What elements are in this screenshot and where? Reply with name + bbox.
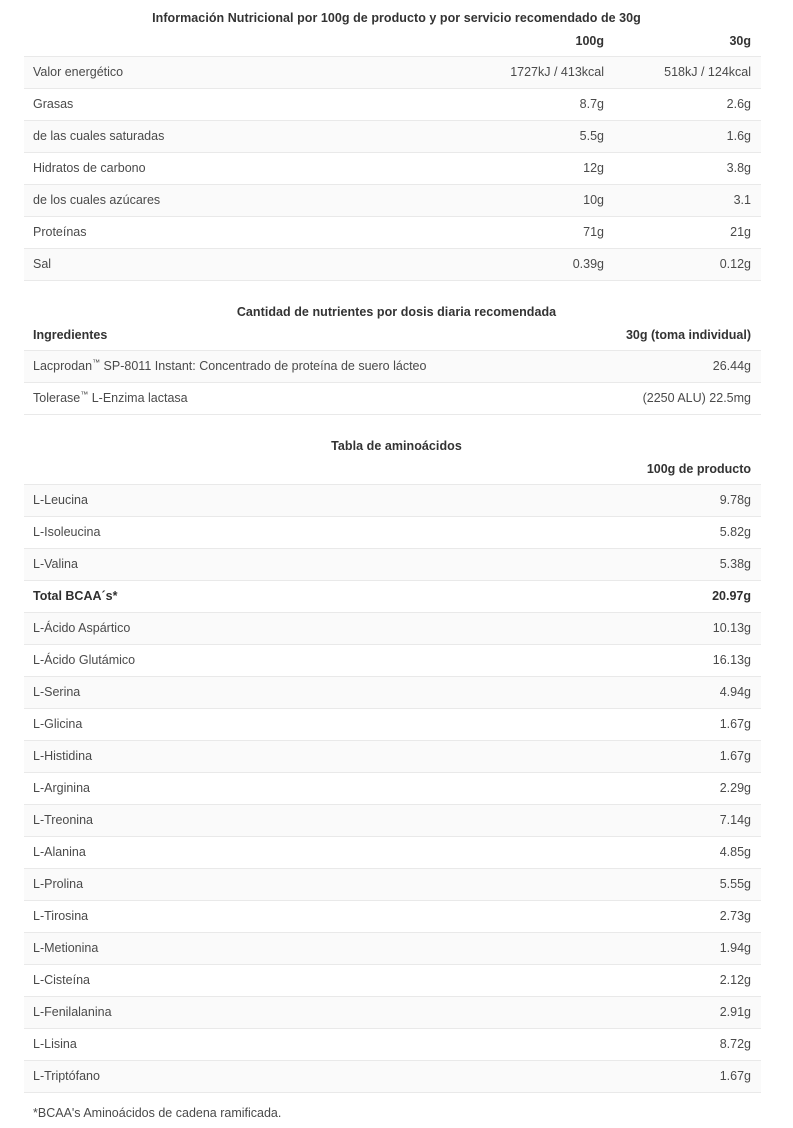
aminoacid-row-label: L-Fenilalanina — [33, 1005, 112, 1019]
ingredients-header-row — [24, 319, 761, 351]
ingredients-table-body — [24, 351, 761, 415]
aminoacid-row — [24, 485, 761, 517]
aminoacid-row-value: 5.82g — [719, 525, 751, 539]
nutrition-row — [24, 89, 761, 121]
nutrition-row — [24, 185, 761, 217]
aminoacid-row — [24, 805, 761, 837]
aminoacid-row — [24, 869, 761, 901]
aminoacid-row-label: L-Metionina — [33, 941, 99, 955]
aminoacid-row-value: 7.14g — [719, 813, 751, 827]
ingredient-row-label: Lacprodan™ SP-8011 Instant: Concentrado de proteína de suero lácteo — [33, 357, 427, 373]
nutrition-table — [24, 25, 761, 281]
aminoacid-row-value: 16.13g — [712, 653, 751, 667]
nutrition-header-blank — [24, 25, 454, 57]
aminoacid-row — [24, 645, 761, 677]
nutrition-row-value-30g: 518kJ / 124kcal — [664, 65, 751, 79]
nutrition-row-label: de los cuales azúcares — [33, 193, 161, 207]
nutrition-row-label: Grasas — [33, 97, 74, 111]
aminoacid-row-value: 4.94g — [719, 685, 751, 699]
aminoacids-header-value: 100g de producto — [646, 461, 751, 476]
aminoacid-row — [24, 517, 761, 549]
aminoacid-row-value: 2.12g — [719, 973, 751, 987]
aminoacids-table-head — [24, 453, 761, 485]
nutrition-row-value-30g: 21g — [730, 225, 751, 239]
aminoacid-row-label: Total BCAA´s* — [33, 589, 118, 603]
nutrition-row — [24, 121, 761, 153]
nutrition-row — [24, 217, 761, 249]
aminoacids-header-label — [24, 453, 544, 485]
aminoacid-row-label: L-Treonina — [33, 813, 93, 827]
aminoacid-row-label: L-Prolina — [33, 877, 84, 891]
bcaa-footnote: *BCAA's Aminoácidos de cadena ramificada. — [33, 1106, 282, 1120]
aminoacid-row-value: 2.91g — [719, 1005, 751, 1019]
nutrition-row-value-100g: 1727kJ / 413kcal — [510, 65, 604, 79]
ingredient-row-label: Tolerase™ L-Enzima lactasa — [33, 389, 188, 405]
ingredient-row-value: (2250 ALU) 22.5mg — [642, 391, 751, 405]
nutrition-row-label: Valor energético — [33, 65, 124, 79]
nutrition-row-value-100g: 10g — [583, 193, 604, 207]
trademark-icon: ™ — [92, 357, 101, 367]
aminoacid-row-label: L-Ácido Aspártico — [33, 621, 131, 635]
nutrition-row-value-30g: 3.8g — [726, 161, 751, 175]
aminoacid-row-label: L-Serina — [33, 685, 81, 699]
nutrition-section-title: Información Nutricional por 100g de producto y por servicio recomendado de 30g — [152, 11, 641, 25]
aminoacid-row — [24, 837, 761, 869]
aminoacids-section-title: Tabla de aminoácidos — [331, 439, 462, 453]
ingredients-header-label: Ingredientes — [33, 327, 108, 342]
aminoacid-row-value: 9.78g — [719, 493, 751, 507]
aminoacid-row-label: L-Glicina — [33, 717, 83, 731]
aminoacid-row-value: 8.72g — [719, 1037, 751, 1051]
aminoacid-row — [24, 773, 761, 805]
aminoacid-row-value: 2.29g — [719, 781, 751, 795]
aminoacid-row — [24, 677, 761, 709]
aminoacid-row-value: 1.94g — [719, 941, 751, 955]
ingredient-row-value: 26.44g — [712, 359, 751, 373]
nutrition-row-label: Hidratos de carbono — [33, 161, 146, 175]
aminoacid-row-value: 10.13g — [712, 621, 751, 635]
nutrition-table-head — [24, 25, 761, 57]
aminoacid-row-value: 5.38g — [719, 557, 751, 571]
aminoacids-table-body — [24, 485, 761, 1093]
nutrition-row — [24, 153, 761, 185]
nutrition-header-30g: 30g — [729, 33, 751, 48]
nutrition-row-value-30g: 3.1 — [733, 193, 751, 207]
aminoacids-header-row — [24, 453, 761, 485]
aminoacid-row-label: L-Alanina — [33, 845, 86, 859]
ingredient-row — [24, 383, 761, 415]
aminoacid-row-label: L-Lisina — [33, 1037, 77, 1051]
aminoacid-row-value: 5.55g — [719, 877, 751, 891]
nutrition-header-100g: 100g — [575, 33, 604, 48]
aminoacid-row-label: L-Arginina — [33, 781, 90, 795]
nutrition-row-value-30g: 2.6g — [726, 97, 751, 111]
ingredients-table — [24, 319, 761, 415]
aminoacid-row-value: 4.85g — [719, 845, 751, 859]
aminoacid-row-value: 1.67g — [719, 749, 751, 763]
aminoacid-row-label: L-Valina — [33, 557, 78, 571]
nutrition-row-value-30g: 0.12g — [719, 257, 751, 271]
aminoacid-row-value: 1.67g — [719, 717, 751, 731]
aminoacid-row — [24, 613, 761, 645]
aminoacid-row — [24, 965, 761, 997]
aminoacid-row — [24, 1061, 761, 1093]
aminoacid-row-value: 20.97g — [712, 589, 751, 603]
aminoacid-row-label: L-Triptófano — [33, 1069, 100, 1083]
nutrition-header-row — [24, 25, 761, 57]
nutrition-row-value-100g: 71g — [583, 225, 604, 239]
ingredient-row — [24, 351, 761, 383]
nutrition-table-body — [24, 57, 761, 281]
nutrition-row-value-100g: 5.5g — [579, 129, 604, 143]
nutrition-row — [24, 249, 761, 281]
aminoacid-row — [24, 581, 761, 613]
aminoacid-row-label: L-Histidina — [33, 749, 93, 763]
aminoacid-row-value: 1.67g — [719, 1069, 751, 1083]
nutrition-row — [24, 57, 761, 89]
ingredients-header-value: 30g (toma individual) — [625, 327, 751, 342]
nutrition-row-value-30g: 1.6g — [726, 129, 751, 143]
ingredients-section-title: Cantidad de nutrientes por dosis diaria recomendada — [236, 305, 557, 319]
aminoacid-row — [24, 549, 761, 581]
nutrition-row-label: Sal — [33, 257, 52, 271]
trademark-icon: ™ — [80, 389, 89, 399]
aminoacid-row-label: L-Ácido Glutámico — [33, 653, 136, 667]
ingredients-table-head — [24, 319, 761, 351]
aminoacid-row-label: L-Tirosina — [33, 909, 89, 923]
aminoacid-row — [24, 741, 761, 773]
aminoacid-row — [24, 709, 761, 741]
aminoacid-row — [24, 901, 761, 933]
aminoacid-row-value: 2.73g — [719, 909, 751, 923]
nutrition-row-label: de las cuales saturadas — [33, 129, 165, 143]
aminoacid-row-label: L-Isoleucina — [33, 525, 101, 539]
aminoacid-row-label: L-Leucina — [33, 493, 88, 507]
aminoacid-row — [24, 1029, 761, 1061]
nutrition-row-label: Proteínas — [33, 225, 87, 239]
aminoacid-row — [24, 933, 761, 965]
aminoacid-row — [24, 997, 761, 1029]
aminoacid-row-label: L-Cisteína — [33, 973, 90, 987]
nutrition-row-value-100g: 0.39g — [572, 257, 604, 271]
aminoacids-table — [24, 453, 761, 1093]
nutrition-row-value-100g: 8.7g — [579, 97, 604, 111]
nutrition-row-value-100g: 12g — [583, 161, 604, 175]
